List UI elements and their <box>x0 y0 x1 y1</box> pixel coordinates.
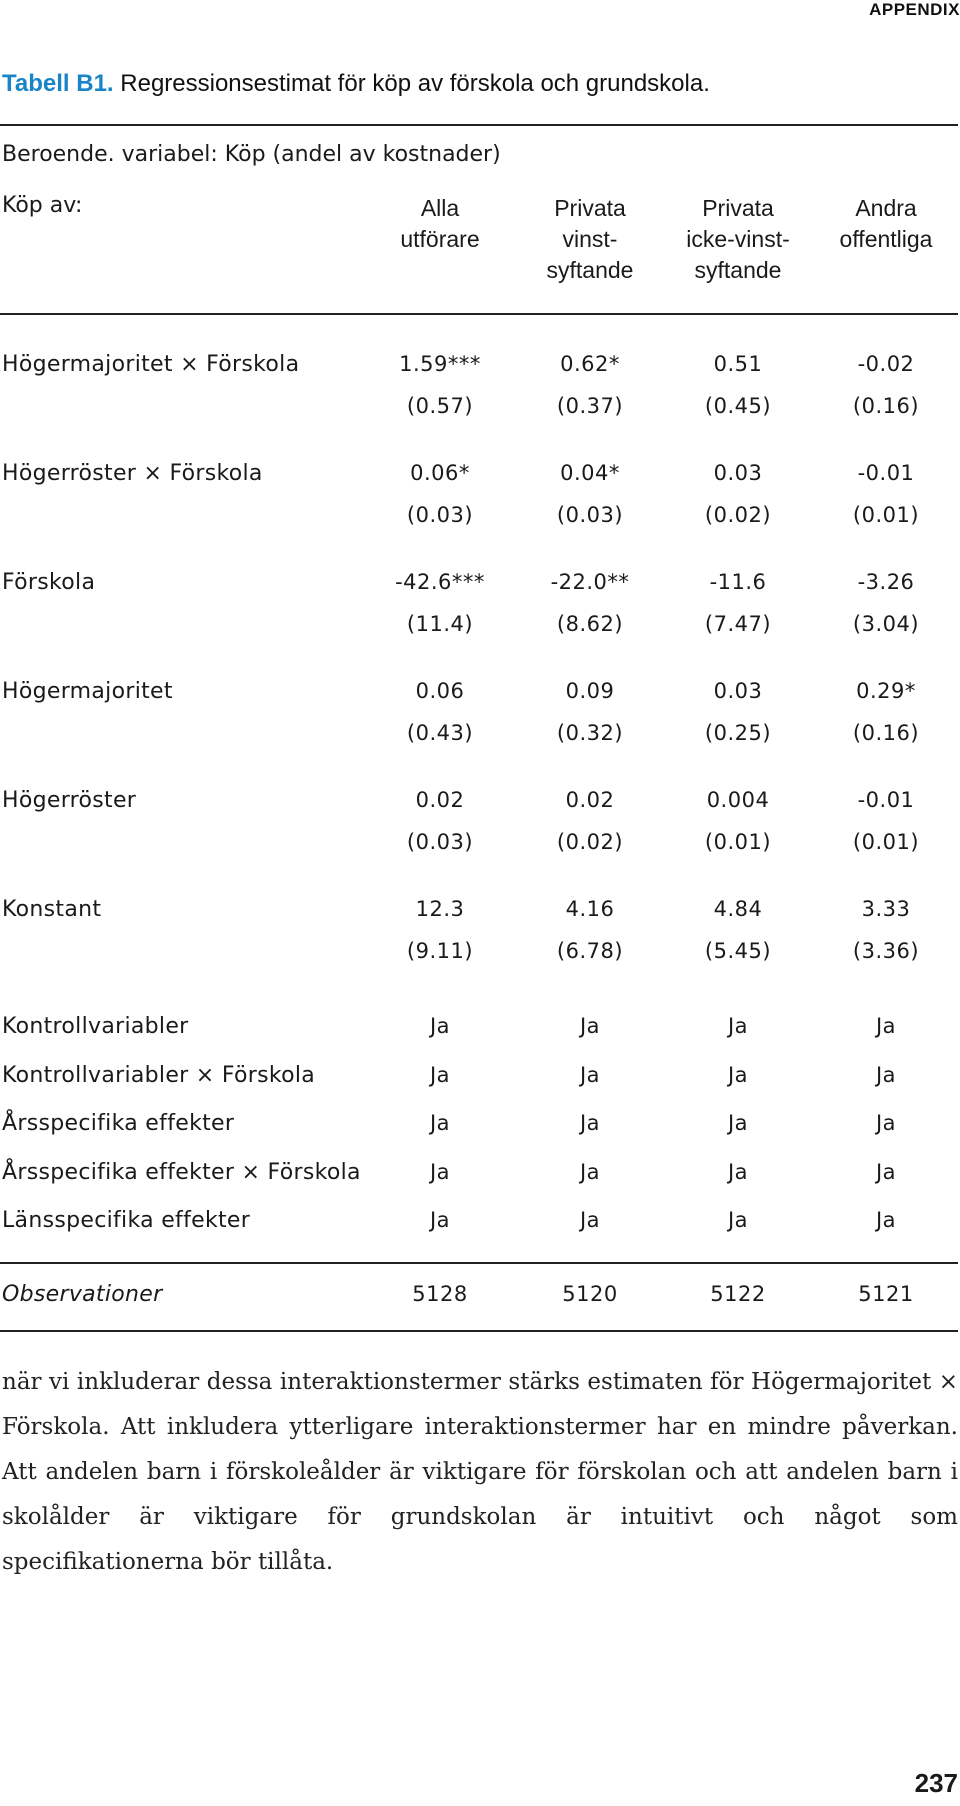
estimate-cell: 0.06 <box>415 679 465 703</box>
estimate-cell: 12.3 <box>415 897 465 921</box>
estimate-cell: -0.01 <box>857 788 915 812</box>
estimate-cell: -0.02 <box>857 352 915 376</box>
estimate-cell: -11.6 <box>709 570 767 594</box>
column-header-line: Privata <box>554 195 626 221</box>
column-header-line: syftande <box>546 257 634 283</box>
std-error-cell: (0.25) <box>704 721 772 745</box>
estimate-cell: 0.02 <box>565 788 615 812</box>
std-error-cell: (7.47) <box>704 612 772 636</box>
std-error-cell: (0.03) <box>406 830 474 854</box>
control-cell: Ja <box>727 1208 749 1232</box>
column-header-line: vinst- <box>562 226 618 252</box>
column-header-line: Alla <box>420 195 460 221</box>
section-header: APPENDIX <box>869 0 960 19</box>
estimate-cell: 0.004 <box>706 788 770 812</box>
std-error-cell: (0.01) <box>704 830 772 854</box>
dependent-variable: Beroende. variabel: Köp (andel av kostnader) <box>2 142 501 167</box>
top-rule <box>0 124 958 126</box>
std-error-cell: (6.78) <box>556 939 624 963</box>
control-cell: Ja <box>875 1014 897 1038</box>
control-cell: Ja <box>727 1014 749 1038</box>
row-label: Kontrollvariabler × Förskola <box>2 1063 316 1088</box>
control-cell: Ja <box>727 1063 749 1087</box>
column-header-line: syftande <box>694 257 782 283</box>
column-header-4 <box>811 193 960 255</box>
row-label: Konstant <box>2 897 102 922</box>
control-cell: Ja <box>579 1111 601 1135</box>
page-number: 237 <box>914 1768 958 1798</box>
control-cell: Ja <box>429 1160 451 1184</box>
std-error-cell: (3.04) <box>852 612 920 636</box>
estimate-cell: -0.01 <box>857 461 915 485</box>
estimate-cell: 0.62* <box>560 352 620 376</box>
std-error-cell: (11.4) <box>406 612 474 636</box>
obs-top-rule <box>0 1262 958 1264</box>
column-header-1 <box>365 193 515 255</box>
std-error-cell: (0.01) <box>852 503 920 527</box>
table-caption <box>2 70 710 98</box>
control-cell: Ja <box>875 1160 897 1184</box>
control-cell: Ja <box>875 1208 897 1232</box>
estimate-cell: 4.84 <box>713 897 763 921</box>
control-cell: Ja <box>579 1063 601 1087</box>
column-header-line: utförare <box>400 226 480 252</box>
estimate-cell: 0.02 <box>415 788 465 812</box>
row-label: Kontrollvariabler <box>2 1014 189 1039</box>
std-error-cell: (0.03) <box>406 503 474 527</box>
estimate-cell: 0.04* <box>560 461 620 485</box>
column-header-line: icke-vinst- <box>686 226 790 252</box>
std-error-cell: (3.36) <box>852 939 920 963</box>
std-error-cell: (0.02) <box>556 830 624 854</box>
observation-cell: 5121 <box>858 1282 914 1306</box>
std-error-cell: (0.16) <box>852 721 920 745</box>
row-label: Högermajoritet <box>2 679 173 704</box>
estimate-cell: -22.0** <box>550 570 630 594</box>
estimate-cell: 1.59*** <box>399 352 481 376</box>
observation-cell: 5122 <box>710 1282 766 1306</box>
column-header-line: offentliga <box>839 226 933 252</box>
estimate-cell: 4.16 <box>565 897 615 921</box>
control-cell: Ja <box>579 1208 601 1232</box>
row-label: Förskola <box>2 570 96 595</box>
std-error-cell: (0.01) <box>852 830 920 854</box>
std-error-cell: (0.02) <box>704 503 772 527</box>
std-error-cell: (8.62) <box>556 612 624 636</box>
std-error-cell: (0.16) <box>852 394 920 418</box>
control-cell: Ja <box>579 1014 601 1038</box>
observation-cell: 5128 <box>412 1282 468 1306</box>
row-label: Högerröster <box>2 788 137 813</box>
estimate-cell: 3.33 <box>861 897 911 921</box>
row-label: Årsspecifika effekter <box>2 1111 235 1136</box>
control-cell: Ja <box>579 1160 601 1184</box>
std-error-cell: (0.45) <box>704 394 772 418</box>
estimate-cell: -3.26 <box>857 570 915 594</box>
bottom-rule <box>0 1330 958 1332</box>
row-header: Köp av: <box>2 193 83 218</box>
std-error-cell: (0.57) <box>406 394 474 418</box>
estimate-cell: 0.06* <box>410 461 470 485</box>
control-cell: Ja <box>875 1111 897 1135</box>
estimate-cell: -42.6*** <box>395 570 485 594</box>
control-cell: Ja <box>429 1111 451 1135</box>
control-cell: Ja <box>727 1111 749 1135</box>
estimate-cell: 0.09 <box>565 679 615 703</box>
control-cell: Ja <box>429 1063 451 1087</box>
std-error-cell: (9.11) <box>406 939 474 963</box>
control-cell: Ja <box>727 1160 749 1184</box>
table-number: Tabell B1. <box>2 70 114 97</box>
row-label: Högerröster × Förskola <box>2 461 263 486</box>
std-error-cell: (0.32) <box>556 721 624 745</box>
column-header-line: Privata <box>702 195 774 221</box>
std-error-cell: (5.45) <box>704 939 772 963</box>
row-label: Observationer <box>2 1282 163 1307</box>
control-cell: Ja <box>429 1208 451 1232</box>
column-header-3 <box>663 193 813 286</box>
row-label: Länsspecifika effekter <box>2 1208 251 1233</box>
row-label: Högermajoritet × Förskola <box>2 352 300 377</box>
observation-cell: 5120 <box>562 1282 618 1306</box>
table-title: Regressionsestimat för köp av förskola och grundskola. <box>113 70 710 97</box>
control-cell: Ja <box>875 1063 897 1087</box>
std-error-cell: (0.03) <box>556 503 624 527</box>
column-header-line: Andra <box>855 195 917 221</box>
std-error-cell: (0.37) <box>556 394 624 418</box>
header-rule <box>0 313 958 315</box>
estimate-cell: 0.03 <box>713 679 763 703</box>
estimate-cell: 0.03 <box>713 461 763 485</box>
body-paragraph: när vi inkluderar dessa interaktionstermer stärks estimaten för Högermajoritet × Förskola. Att inkludera ytterligare interaktionstermer har en mindre påverkan. Att andelen barn i förskoleålder är viktigare för förskolan och att andelen barn i skolålder är viktigare för grundskolan är intuitivt och något som specifikationerna bör tillåta. <box>2 1369 958 1575</box>
row-label: Årsspecifika effekter × Förskola <box>2 1160 361 1185</box>
estimate-cell: 0.29* <box>856 679 916 703</box>
column-header-2 <box>515 193 665 286</box>
control-cell: Ja <box>429 1014 451 1038</box>
estimate-cell: 0.51 <box>713 352 763 376</box>
std-error-cell: (0.43) <box>406 721 474 745</box>
